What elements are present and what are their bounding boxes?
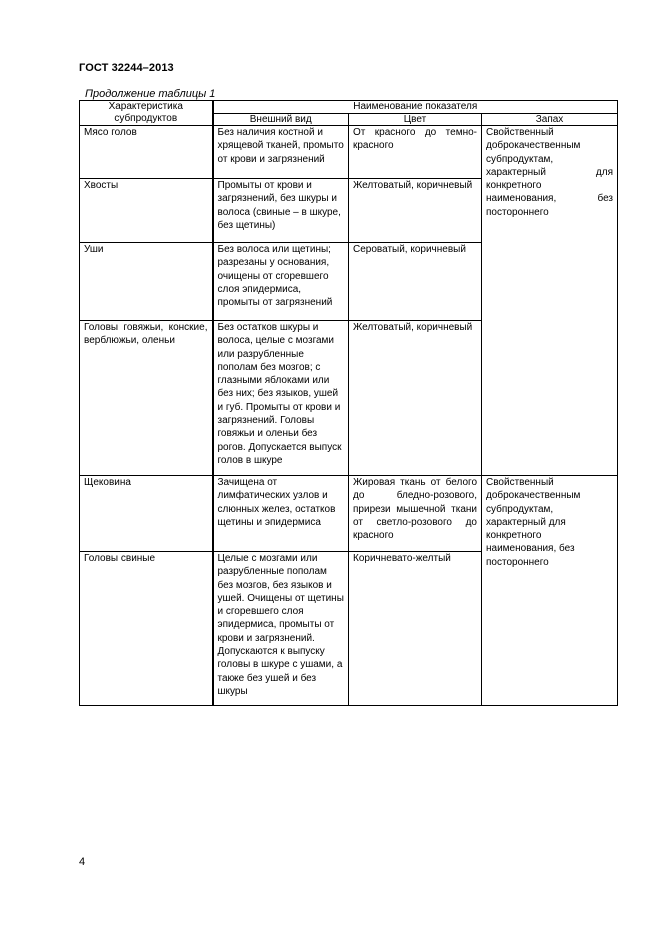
column-header-appearance: Внешний вид: [213, 113, 349, 126]
row-name-cell: Уши: [80, 243, 213, 321]
smell-cell-group-1: Свойственный доброкачественным субпродуктам, характерный для конкретного наименования, без постороннего: [482, 126, 618, 476]
color-cell: Жировая ткань от белого до бледно-розового, прирези мышечной ткани от светло-розового до красного: [349, 476, 482, 552]
color-cell: Желтоватый, коричневый: [349, 179, 482, 243]
column-header-characteristic: Характеристика субпродуктов: [80, 101, 213, 126]
appearance-cell: Без остатков шкуры и волоса, целые с мозгами или разрубленные пополам без мозгов; с глазными яблоками или без них; без языков, ушей и губ. Промыты от крови и загрязнений. Головы говяжьи и оленьи без рогов. Допускается выпуск голов в шкуре: [213, 321, 349, 476]
color-cell: Желтоватый, коричневый: [349, 321, 482, 476]
row-name-cell: Головы говяжьи, конские, верблюжьи, оленьи: [80, 321, 213, 476]
column-header-smell: Запах: [482, 113, 618, 126]
row-name-cell: Головы свиные: [80, 552, 213, 706]
color-cell: От красного до темно-красного: [349, 126, 482, 179]
appearance-cell: Целые с мозгами или разрубленные пополам без мозгов, без языков и ушей. Очищены от щетины и сгоревшего слоя эпидермиса, промыты от крови и загрязнений. Допускаются к выпуску головы в шкуре с ушами, а также без ушей и без шкуры: [213, 552, 349, 706]
column-group-header: Наименование показателя: [213, 101, 618, 114]
table-row: [80, 126, 618, 179]
document-standard-header: ГОСТ 32244–2013: [79, 62, 174, 74]
row-name-cell: Мясо голов: [80, 126, 213, 179]
page-number: 4: [79, 856, 86, 868]
table-caption: Продолжение таблицы 1: [85, 88, 216, 100]
appearance-cell: Без волоса или щетины; разрезаны у основания, очищены от сгоревшего слоя эпидермиса, промыты от загрязнений: [213, 243, 349, 321]
appearance-cell: Зачищена от лимфатических узлов и слюнных желез, остатков щетины и эпидермиса: [213, 476, 349, 552]
appearance-cell: Без наличия костной и хрящевой тканей, промыто от крови и загрязнений: [213, 126, 349, 179]
smell-cell-group-2: Свойственный доброкачественным субпродуктам, характерный для конкретного наименования, без постороннего: [482, 476, 618, 706]
color-cell: Коричневато-желтый: [349, 552, 482, 706]
table-row: [80, 476, 618, 552]
offal-characteristics-table: [79, 100, 618, 706]
row-name-cell: Щековина: [80, 476, 213, 552]
appearance-cell: Промыты от крови и загрязнений, без шкуры и волоса (свиные – в шкуре, без щетины): [213, 179, 349, 243]
column-header-color: Цвет: [349, 113, 482, 126]
color-cell: Сероватый, коричневый: [349, 243, 482, 321]
row-name-cell: Хвосты: [80, 179, 213, 243]
table-header-row-1: [80, 101, 618, 114]
